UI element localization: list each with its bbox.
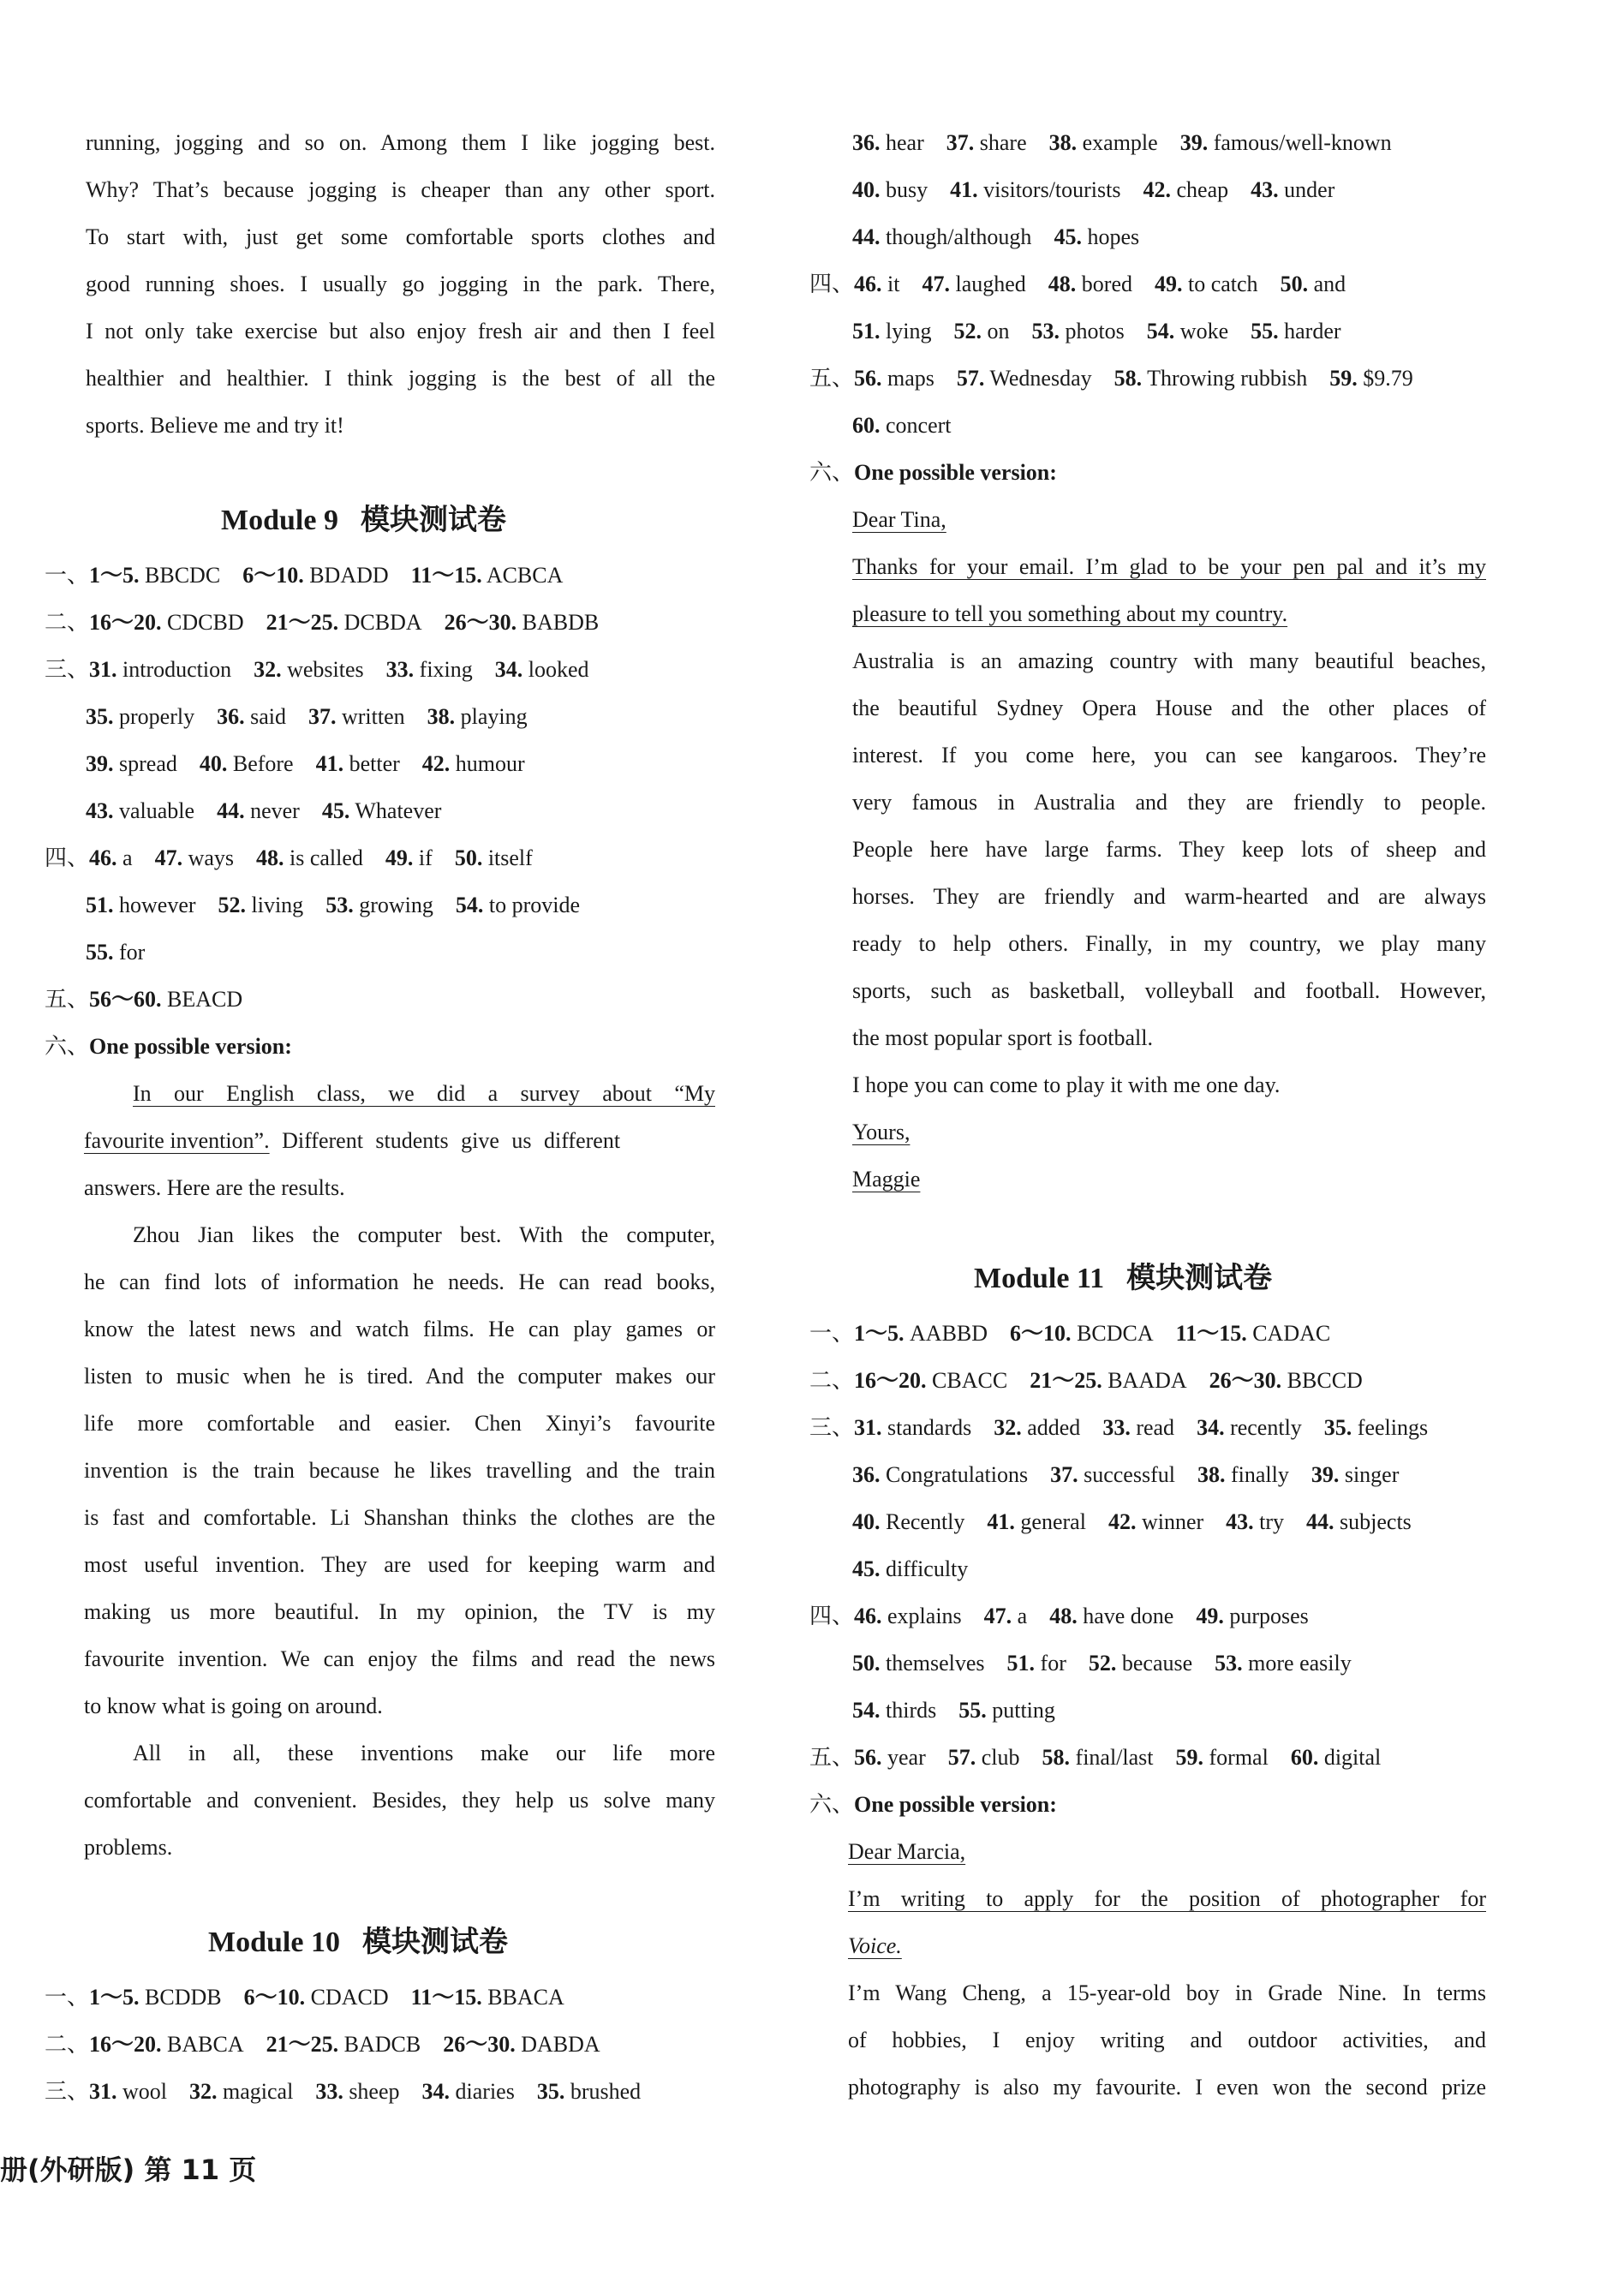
module10-section5-row: 五、56. maps 57. Wednesday 58. Throwing rubbish 59. $9.79 [809,366,1413,391]
letter-line: of hobbies, I enjoy writing and outdoor activities, and [848,2028,1486,2052]
module9-section1: 一、1～5. BBCDC 6～10. BDADD 11～15. ACBCA [45,563,564,588]
essay-line: listen to music when he is tired. And the computer makes our [84,1364,715,1389]
letter-line: I hope you can come to play it with me one day. [852,1072,1281,1097]
letter-line: Dear Marcia, [848,1839,966,1864]
essay-line: Why? That’s because jogging is cheaper than any other sport. [86,177,715,202]
letter-line: Maggie [852,1167,921,1192]
essay-line: most useful invention. They are used for keeping warm and [84,1552,715,1577]
essay-line: Zhou Jian likes the computer best. With the computer, [133,1222,715,1247]
module11-section5-row: 五、56. year 57. club 58. final/last 59. formal 60. digital [809,1745,1382,1771]
module10-section5-row: 60. concert [852,413,952,438]
essay-line: is fast and comfortable. Li Shanshan thinks the clothes are the [84,1505,715,1530]
module10-section1: 一、1～5. BCDDB 6～10. CDACD 11～15. BBACA [45,1985,564,2010]
module11-section3-row: 40. Recently 41. general 42. winner 43. try 44. subjects [852,1509,1412,1534]
letter-line: Australia is an amazing country with many beautiful beaches, [852,648,1486,673]
essay-line: sports. Believe me and try it! [86,413,344,438]
module9-section5: 五、56～60. BEACD [45,987,243,1013]
essay-line: In our English class, we did a survey about “My [133,1081,715,1106]
letter-line: the most popular sport is football. [852,1025,1153,1050]
module9-section2: 二、16～20. CDCBD 21～25. DCBDA 26～30. BABDB [45,610,600,636]
essay-line: favourite invention”. Different students give us different [84,1128,621,1153]
module10-section3-row: 40. busy 41. visitors/tourists 42. cheap 43. under [852,177,1335,202]
module9-title: Module 9 模块测试卷 [221,503,506,537]
module11-section2: 二、16～20. CBACC 21～25. BAADA 26～30. BBCCD [809,1368,1363,1394]
module11-section1: 一、1～5. AABBD 6～10. BCDCA 11～15. CADAC [809,1321,1331,1347]
module9-section4-row: 51. however 52. living 53. growing 54. to provide [86,893,581,917]
module11-section3-row: 45. difficulty [852,1556,969,1581]
letter-line: I’m Wang Cheng, a 15-year-old boy in Grade Nine. In terms [848,1980,1486,2005]
letter-line: pleasure to tell you something about my country. [852,601,1288,626]
essay-line: good running shoes. I usually go jogging in the park. There, [86,272,715,296]
module11-section4-row: 54. thirds 55. putting [852,1698,1055,1723]
letter-line: interest. If you come here, you can see kangaroos. They’re [852,743,1486,768]
letter-line: photography is also my favourite. I even won the second prize [848,2075,1486,2100]
module11-section3-row: 36. Congratulations 37. successful 38. finally 39. singer [852,1462,1400,1487]
letter-line: Yours, [852,1120,911,1144]
essay-line: he can find lots of information he needs. He can read books, [84,1269,715,1294]
essay-line: All in all, these inventions make our life more [133,1741,715,1765]
module9-section3-row: 43. valuable 44. never 45. Whatever [86,798,442,823]
module10-title: Module 10 模块测试卷 [208,1925,508,1959]
letter-line: I’m writing to apply for the position of photographer for [848,1886,1486,1911]
essay-line: healthier and healthier. I think jogging is the best of all the [86,366,715,391]
module11-section3-row: 三、31. standards 32. added 33. read 34. recently 35. feelings [809,1415,1429,1441]
essay-line: running, jogging and so on. Among them I like jogging best. [86,130,715,155]
essay-line: invention is the train because he likes travelling and the train [84,1458,715,1483]
module10-section3-row: 三、31. wool 32. magical 33. sheep 34. diaries 35. brushed [45,2079,642,2105]
essay-line: know the latest news and watch films. He can play games or [84,1317,715,1341]
module9-section3-row: 35. properly 36. said 37. written 38. playing [86,704,528,729]
essay-line: favourite invention. We can enjoy the films and read the news [84,1646,715,1671]
essay-line: I not only take exercise but also enjoy fresh air and then I feel [86,319,715,343]
essay-line: answers. Here are the results. [84,1175,345,1200]
module9-section3-row: 三、31. introduction 32. websites 33. fixing 34. looked [45,657,589,683]
module9-section3-row: 39. spread 40. Before 41. better 42. humour [86,751,525,776]
module11-title: Module 11 模块测试卷 [974,1261,1273,1295]
module11-section4-row: 50. themselves 51. for 52. because 53. more easily [852,1651,1352,1676]
essay-line: comfortable and convenient. Besides, they help us solve many [84,1788,715,1813]
module9-section6-heading: 六、One possible version: [45,1034,292,1060]
module11-section4-row: 四、46. explains 47. a 48. have done 49. purposes [809,1604,1309,1629]
module10-section4-row: 四、46. it 47. laughed 48. bored 49. to catch 50. and [809,272,1346,297]
essay-line: problems. [84,1835,173,1860]
module9-section4-row: 55. for [86,940,146,965]
module10-section2: 二、16～20. BABCA 21～25. BADCB 26～30. DABDA [45,2032,600,2058]
module9-section4-row: 四、46. a 47. ways 48. is called 49. if 50. itself [45,845,533,871]
module10-section3-row: 36. hear 37. share 38. example 39. famous/well-known [852,130,1392,155]
essay-line: to know what is going on around. [84,1694,383,1718]
letter-line: very famous in Australia and they are friendly to people. [852,790,1486,815]
essay-line: life more comfortable and easier. Chen Xinyi’s favourite [84,1411,715,1436]
letter-line: Thanks for your email. I’m glad to be your pen pal and it’s my [852,554,1486,579]
letter-line: Voice. [848,1933,902,1958]
module10-section3-row: 44. though/although 45. hopes [852,224,1140,249]
letter-line: the beautiful Sydney Opera House and the other places of [852,696,1486,720]
page-footer: 册(外研版) 第 11 页 [0,2154,257,2186]
module10-section6-heading: 六、One possible version: [809,460,1057,486]
letter-line: sports, such as basketball, volleyball and football. However, [852,978,1486,1003]
letter-line: horses. They are friendly and warm-hearted and are always [852,884,1486,909]
module10-section4-row: 51. lying 52. on 53. photos 54. woke 55. harder [852,319,1341,343]
letter-line: Dear Tina, [852,507,946,532]
essay-line: To start with, just get some comfortable sports clothes and [86,224,715,249]
essay-line: making us more beautiful. In my opinion, the TV is my [84,1599,715,1624]
letter-line: ready to help others. Finally, in my country, we play many [852,931,1486,956]
letter-line: People here have large farms. They keep lots of sheep and [852,837,1486,862]
module11-section6-heading: 六、One possible version: [809,1792,1057,1818]
